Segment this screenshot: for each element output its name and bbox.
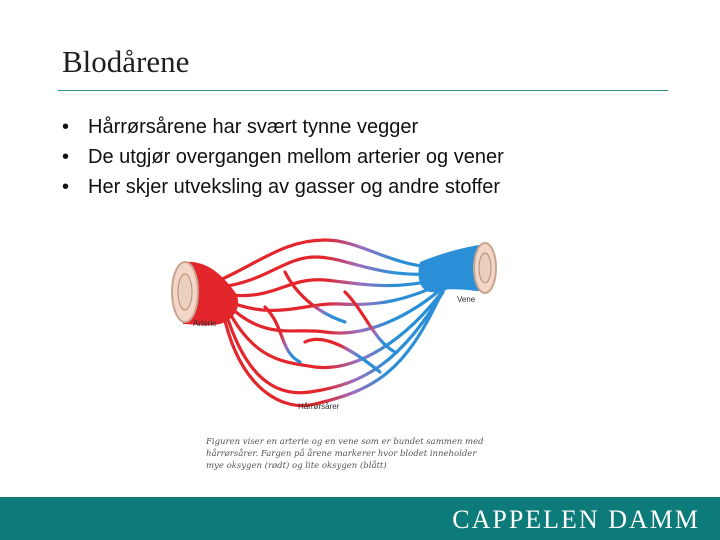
- caption-line: mye oksygen (rødt) og lite oksygen (blått): [206, 461, 387, 471]
- bullet-dot: •: [62, 146, 70, 168]
- caption-line: Figuren viser en arterie og en vene som er bundet sammen med: [206, 437, 484, 447]
- bullet-item: [62, 112, 504, 142]
- bullet-text: Her skjer utveksling av gasser og andre stoffer: [88, 176, 501, 198]
- footer-bar: [0, 497, 720, 540]
- bullet-text: Hårrørsårene har svært tynne vegger: [88, 116, 419, 138]
- figure-caption: [206, 436, 484, 472]
- title-divider: [58, 90, 668, 91]
- label-artery: Arterie: [193, 319, 217, 328]
- brand-logo: CAPPELEN DAMM: [452, 505, 700, 534]
- bullet-list: [62, 112, 504, 202]
- bullet-dot: •: [62, 116, 70, 138]
- bullet-item: [62, 172, 504, 202]
- bullet-item: [62, 142, 504, 172]
- blood-vessel-illustration: [165, 232, 505, 422]
- caption-line: hårrørsårer. Fargen på årene markerer hvor blodet inneholder: [206, 449, 477, 459]
- label-vein: Vene: [457, 295, 476, 304]
- slide-title: Blodårene: [62, 44, 190, 79]
- label-capillaries: Hårrørsårer: [298, 402, 340, 411]
- bullet-dot: •: [62, 176, 70, 198]
- bullet-text: De utgjør overgangen mellom arterier og vener: [88, 146, 504, 168]
